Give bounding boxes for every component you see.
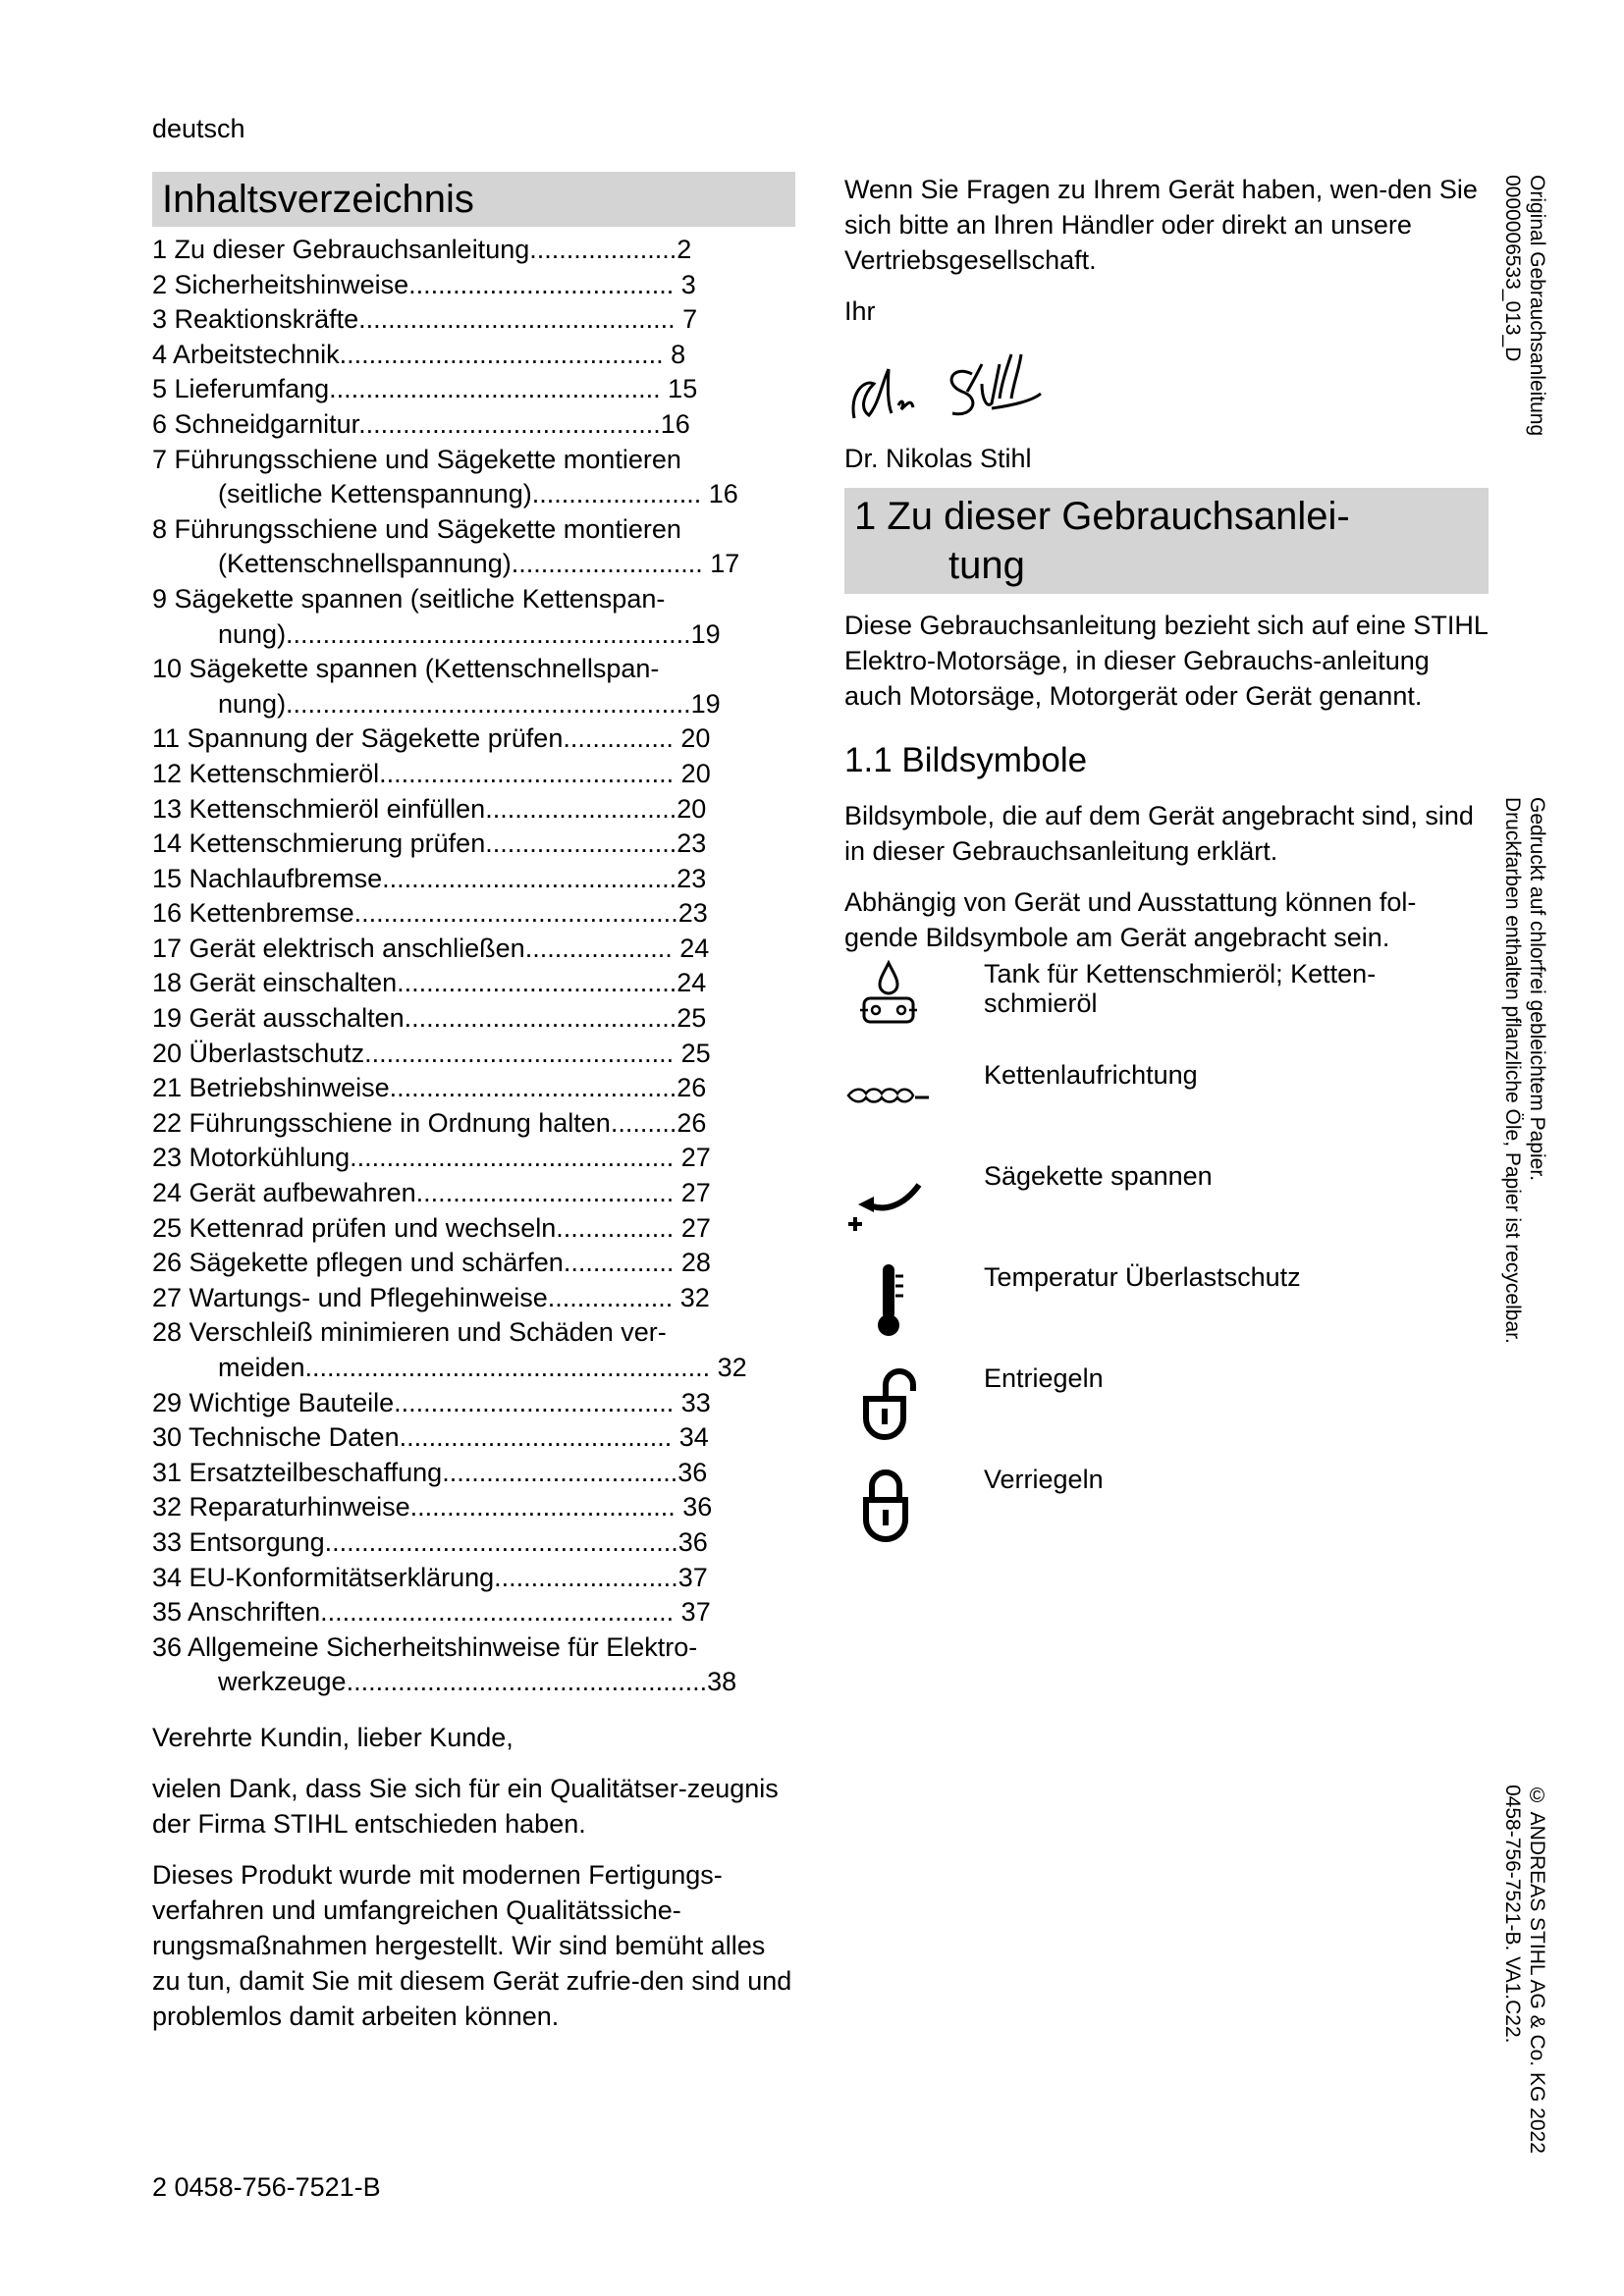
toc-entry: 14 Kettenschmierung prüfen..........................23 (152, 828, 707, 859)
toc-entry-continuation: meiden....................................................... 32 (218, 1353, 747, 1382)
symbol-label: Kettenlaufrichtung (984, 1060, 1198, 1090)
chapter-paragraph-3: Abhängig von Gerät und Ausstattung können fol-gende Bildsymbole am Gerät angebracht sein. (844, 887, 1417, 952)
toc-entry: 20 Überlastschutz.......................................... 25 (152, 1038, 711, 1068)
toc-entry: 26 Sägekette pflegen und schärfen............... 28 (152, 1248, 711, 1278)
toc-entry: 2 Sicherheitshinweise.................................... 3 (152, 269, 696, 299)
toc-entry: 11 Spannung der Sägekette prüfen............... 20 (152, 723, 711, 754)
intro-paragraph-2: Dieses Produkt wurde mit modernen Fertigungs-verfahren und umfangreichen Qualitätssiche-rungsmaßnahmen hergestellt. Wir sind bemüht alles zu tun, damit Sie mit diesem Gerät zufrie-den sind und problemlos damit arbeiten können. (152, 1859, 792, 2031)
chapter-title-line1: 1 Zu dieser Gebrauchsanlei- (854, 495, 1350, 538)
symbol-label: Entriegeln (984, 1363, 1104, 1393)
toc-entry: 12 Kettenschmieröl........................................ 20 (152, 758, 711, 788)
toc-entry-continuation: werkzeuge.................................................38 (218, 1667, 737, 1697)
toc-entry: 33 Entsorgung................................................36 (152, 1526, 708, 1557)
toc-entry: 31 Ersatzteilbeschaffung................................36 (152, 1457, 708, 1487)
toc-entry: 32 Reparaturhinweise.................................... 36 (152, 1492, 713, 1522)
toc-entry: 3 Reaktionskräfte........................................... 7 (152, 304, 698, 335)
toc-entry-continuation: nung).......................................................19 (218, 688, 721, 719)
toc-entry: 27 Wartungs- und Pflegehinweise................. 32 (152, 1282, 710, 1312)
toc-entry: 18 Gerät einschalten......................................24 (152, 968, 707, 998)
toc-entry: 1 Zu dieser Gebrauchsanleitung....................2 (152, 235, 692, 264)
page-footer: 2 0458-756-7521-B (152, 2172, 381, 2202)
toc-entry: 29 Wichtige Bauteile...................................... 33 (152, 1387, 711, 1417)
toc-entry: 9 Sägekette spannen (seitliche Kettenspan- (152, 583, 666, 614)
chapter-paragraph-1: Diese Gebrauchsanleitung bezieht sich auf eine STIHL Elektro-Motorsäge, in dieser Gebrauchs-anleitung auch Motorsäge, Motorgerät oder Gerät genannt. (844, 611, 1488, 711)
toc-entry: 5 Lieferumfang............................................. 15 (152, 374, 698, 404)
toc-entry: 24 Gerät aufbewahren................................... 27 (152, 1178, 711, 1208)
toc-entry: 36 Allgemeine Sicherheitshinweise für Elektro- (152, 1631, 698, 1662)
left-column (152, 172, 795, 2050)
side-top-line2: 0000006533_013_D (1501, 175, 1524, 362)
signature-image (844, 345, 1080, 433)
toc-entry: 8 Führungsschiene und Sägekette montieren (152, 513, 681, 544)
toc-entry: 30 Technische Daten..................................... 34 (152, 1422, 709, 1453)
contact-paragraph: Wenn Sie Fragen zu Ihrem Gerät haben, wen-den Sie sich bitte an Ihren Händler oder direkt an unsere Vertriebsgesellschaft. (844, 175, 1478, 275)
side-text-middle (1500, 797, 1549, 1344)
oil-tank-icon (844, 959, 933, 1038)
toc-entry-continuation: (seitliche Kettenspannung)....................... 16 (218, 479, 738, 509)
side-text-top (1500, 175, 1549, 436)
symbol-row (844, 1060, 1488, 1161)
toc-entry: 15 Nachlaufbremse........................................23 (152, 863, 707, 893)
language-label: deutsch (152, 114, 245, 143)
toc-entry: 13 Kettenschmieröl einfüllen..........................20 (152, 793, 707, 824)
toc-entry: 35 Anschriften................................................ 37 (152, 1597, 711, 1628)
chain-direction-icon (844, 1060, 933, 1139)
toc-entry: 21 Betriebshinweise.......................................26 (152, 1073, 707, 1103)
side-bot-line2: 0458-756-7521-B. VA1.C22. (1501, 1785, 1524, 2044)
right-column (844, 172, 1488, 1566)
side-mid-line2: Druckfarben enthalten pflanzliche Öle, Papier ist recycelbar. (1501, 797, 1524, 1344)
toc-list (152, 233, 795, 1700)
toc-entry-continuation: (Kettenschnellspannung).......................... 17 (218, 549, 740, 579)
yours-label: Ihr (844, 296, 876, 326)
thermometer-icon (844, 1262, 933, 1341)
chain-tension-icon (844, 1161, 933, 1240)
toc-entry: 6 Schneidgarnitur.........................................16 (152, 408, 690, 439)
toc-entry: 4 Arbeitstechnik............................................ 8 (152, 339, 686, 369)
unlock-icon (844, 1363, 933, 1442)
toc-title: Inhaltsverzeichnis (152, 172, 795, 227)
toc-entry: 10 Sägekette spannen (Kettenschnellspan- (152, 654, 660, 684)
symbol-label: Sägekette spannen (984, 1161, 1213, 1191)
toc-entry: 22 Führungsschiene in Ordnung halten.........26 (152, 1107, 707, 1138)
side-bot-line1: © ANDREAS STIHL AG & Co. KG 2022 (1526, 1785, 1548, 2154)
toc-entry: 25 Kettenrad prüfen und wechseln................ 27 (152, 1212, 711, 1243)
subchapter-title: 1.1 Bildsymbole (844, 741, 1088, 779)
side-text-bottom (1500, 1785, 1549, 2154)
toc-entry: 34 EU-Konformitätserklärung.........................37 (152, 1562, 708, 1592)
symbol-row (844, 1363, 1488, 1465)
symbol-label: Temperatur Überlastschutz (984, 1262, 1301, 1292)
chapter-title-line2: tung (948, 544, 1025, 587)
toc-entry: 16 Kettenbremse............................................23 (152, 898, 708, 929)
chapter-title (844, 488, 1489, 594)
symbol-row (844, 1161, 1488, 1262)
intro-paragraph-1: vielen Dank, dass Sie sich für ein Qualitätser-zeugnis der Firma STIHL entschieden haben. (152, 1773, 779, 1839)
toc-entry: 7 Führungsschiene und Sägekette montieren (152, 444, 681, 474)
toc-entry: 19 Gerät ausschalten.....................................25 (152, 1003, 707, 1034)
greeting: Verehrte Kundin, lieber Kunde, (152, 1722, 514, 1752)
symbol-list (844, 959, 1488, 1566)
chapter-paragraph-2: Bildsymbole, die auf dem Gerät angebracht sind, sind in dieser Gebrauchsanleitung erklärt. (844, 801, 1474, 866)
symbol-row (844, 1465, 1488, 1566)
symbol-label: Tank für Kettenschmieröl; Ketten-schmieröl (984, 959, 1377, 1018)
toc-entry-continuation: nung).......................................................19 (218, 618, 721, 649)
toc-entry: 23 Motorkühlung............................................ 27 (152, 1143, 711, 1173)
side-mid-line1: Gedruckt auf chlorfrei gebleichtem Papier. (1526, 797, 1548, 1182)
toc-entry: 28 Verschleiß minimieren und Schäden ver- (152, 1317, 667, 1348)
symbol-label: Verriegeln (984, 1465, 1104, 1494)
signature-name: Dr. Nikolas Stihl (844, 444, 1032, 473)
toc-entry: 17 Gerät elektrisch anschließen.................... 24 (152, 933, 710, 963)
lock-icon (844, 1465, 933, 1543)
symbol-row (844, 959, 1488, 1060)
side-top-line1: Original Gebrauchsanleitung (1526, 175, 1548, 437)
symbol-row (844, 1262, 1488, 1363)
